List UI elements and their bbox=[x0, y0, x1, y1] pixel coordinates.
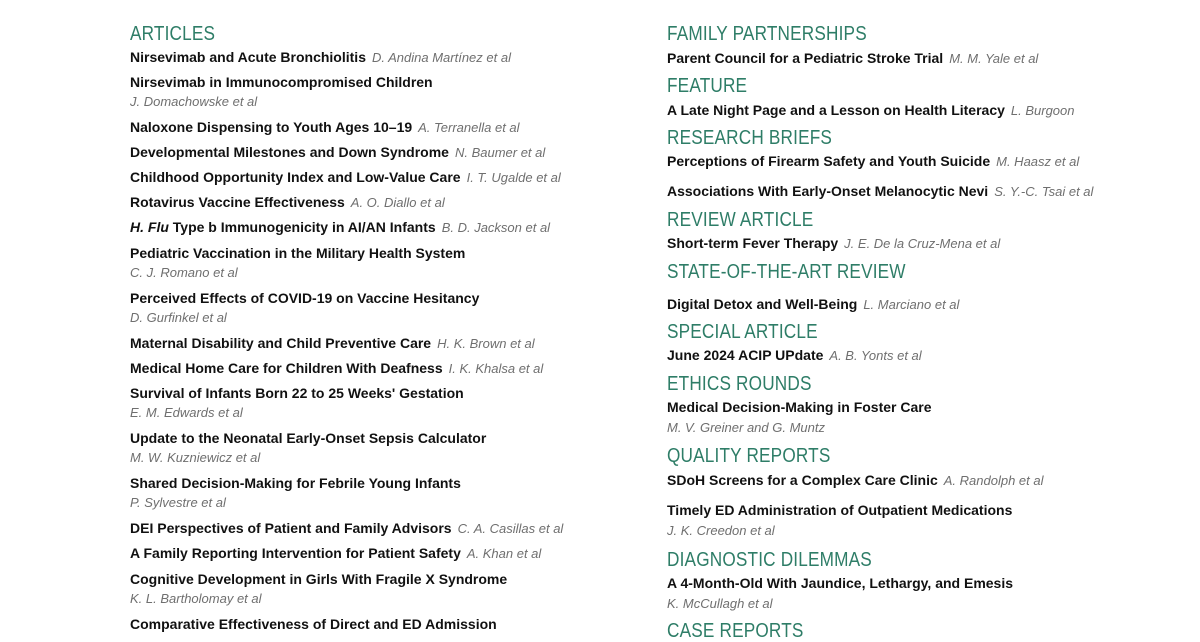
article-title[interactable]: Survival of Infants Born 22 to 25 Weeks' Gestation bbox=[130, 385, 464, 401]
section-heading-quality-reports: QUALITY REPORTS bbox=[667, 445, 831, 467]
section-heading-feature: FEATURE bbox=[667, 75, 748, 97]
article-title[interactable]: Short-term Fever Therapy J. E. De la Cruz-Mena et al bbox=[667, 235, 1001, 251]
article-authors: M. W. Kuzniewicz et al bbox=[130, 450, 261, 465]
article-title[interactable]: Associations With Early-Onset Melanocytic Nevi S. Y.-C. Tsai et al bbox=[667, 183, 1094, 199]
article-title[interactable]: Perceived Effects of COVID-19 on Vaccine Hesitancy bbox=[130, 290, 480, 306]
section-heading-ethics-rounds: ETHICS ROUNDS bbox=[667, 373, 812, 395]
article-title[interactable]: Developmental Milestones and Down Syndrome N. Baumer et al bbox=[130, 144, 546, 160]
article-title[interactable]: Pediatric Vaccination in the Military Health System bbox=[130, 245, 466, 261]
article-title[interactable]: Shared Decision-Making for Febrile Young Infants bbox=[130, 475, 461, 491]
article-title[interactable]: Digital Detox and Well-Being L. Marciano et al bbox=[667, 296, 960, 312]
article-authors: D. Gurfinkel et al bbox=[130, 310, 227, 325]
article-title[interactable]: Maternal Disability and Child Preventive Care H. K. Brown et al bbox=[130, 335, 535, 351]
article-title[interactable]: A Family Reporting Intervention for Patient Safety A. Khan et al bbox=[130, 545, 542, 561]
article-title[interactable]: H. Flu Type b Immunogenicity in AI/AN Infants B. D. Jackson et al bbox=[130, 219, 551, 235]
article-authors: P. Sylvestre et al bbox=[130, 495, 226, 510]
article-title[interactable]: Childhood Opportunity Index and Low-Value Care I. T. Ugalde et al bbox=[130, 169, 561, 185]
article-title[interactable]: Nirsevimab and Acute Bronchiolitis D. Andina Martínez et al bbox=[130, 49, 511, 65]
section-heading-case-reports: CASE REPORTS bbox=[667, 620, 804, 642]
article-title[interactable]: Cognitive Development in Girls With Fragile X Syndrome bbox=[130, 571, 508, 587]
article-authors: M. V. Greiner and G. Muntz bbox=[667, 420, 825, 435]
article-authors: K. McCullagh et al bbox=[667, 596, 773, 611]
article-authors: E. M. Edwards et al bbox=[130, 405, 243, 420]
article-title[interactable]: Naloxone Dispensing to Youth Ages 10–19 A. Terranella et al bbox=[130, 119, 520, 135]
article-authors: C. J. Romano et al bbox=[130, 265, 238, 280]
article-title[interactable]: Timely ED Administration of Outpatient Medications bbox=[667, 502, 1013, 518]
article-title[interactable]: DEI Perspectives of Patient and Family Advisors C. A. Casillas et al bbox=[130, 520, 564, 536]
section-heading-research-briefs: RESEARCH BRIEFS bbox=[667, 127, 833, 149]
article-title[interactable]: Medical Decision-Making in Foster Care bbox=[667, 399, 932, 415]
article-title[interactable]: Medical Home Care for Children With Deafness I. K. Khalsa et al bbox=[130, 360, 544, 376]
section-heading-articles: ARTICLES bbox=[130, 23, 216, 45]
article-title[interactable]: Rotavirus Vaccine Effectiveness A. O. Diallo et al bbox=[130, 194, 445, 210]
article-title[interactable]: Nirsevimab in Immunocompromised Children bbox=[130, 74, 433, 90]
article-title[interactable]: Comparative Effectiveness of Direct and ED Admission bbox=[130, 616, 497, 632]
article-title[interactable]: Update to the Neonatal Early-Onset Sepsis Calculator bbox=[130, 430, 487, 446]
section-heading-review-article: REVIEW ARTICLE bbox=[667, 209, 814, 231]
article-authors: J. K. Creedon et al bbox=[667, 523, 775, 538]
article-title[interactable]: SDoH Screens for a Complex Care Clinic A. Randolph et al bbox=[667, 472, 1044, 488]
article-title[interactable]: Parent Council for a Pediatric Stroke Trial M. M. Yale et al bbox=[667, 50, 1039, 66]
article-title[interactable]: A Late Night Page and a Lesson on Health Literacy L. Burgoon bbox=[667, 102, 1075, 118]
article-title[interactable]: A 4-Month-Old With Jaundice, Lethargy, and Emesis bbox=[667, 575, 1014, 591]
section-heading-special-article: SPECIAL ARTICLE bbox=[667, 321, 818, 343]
section-heading-diagnostic-dilemmas: DIAGNOSTIC DILEMMAS bbox=[667, 549, 872, 571]
article-title[interactable]: June 2024 ACIP UPdate A. B. Yonts et al bbox=[667, 347, 922, 363]
article-authors: J. Domachowske et al bbox=[130, 94, 258, 109]
section-heading-family-partnerships: FAMILY PARTNERSHIPS bbox=[667, 23, 867, 45]
article-authors: K. L. Bartholomay et al bbox=[130, 591, 262, 606]
section-heading-state-of-the-art-review: STATE-OF-THE-ART REVIEW bbox=[667, 261, 906, 283]
article-title[interactable]: Perceptions of Firearm Safety and Youth Suicide M. Haasz et al bbox=[667, 153, 1080, 169]
